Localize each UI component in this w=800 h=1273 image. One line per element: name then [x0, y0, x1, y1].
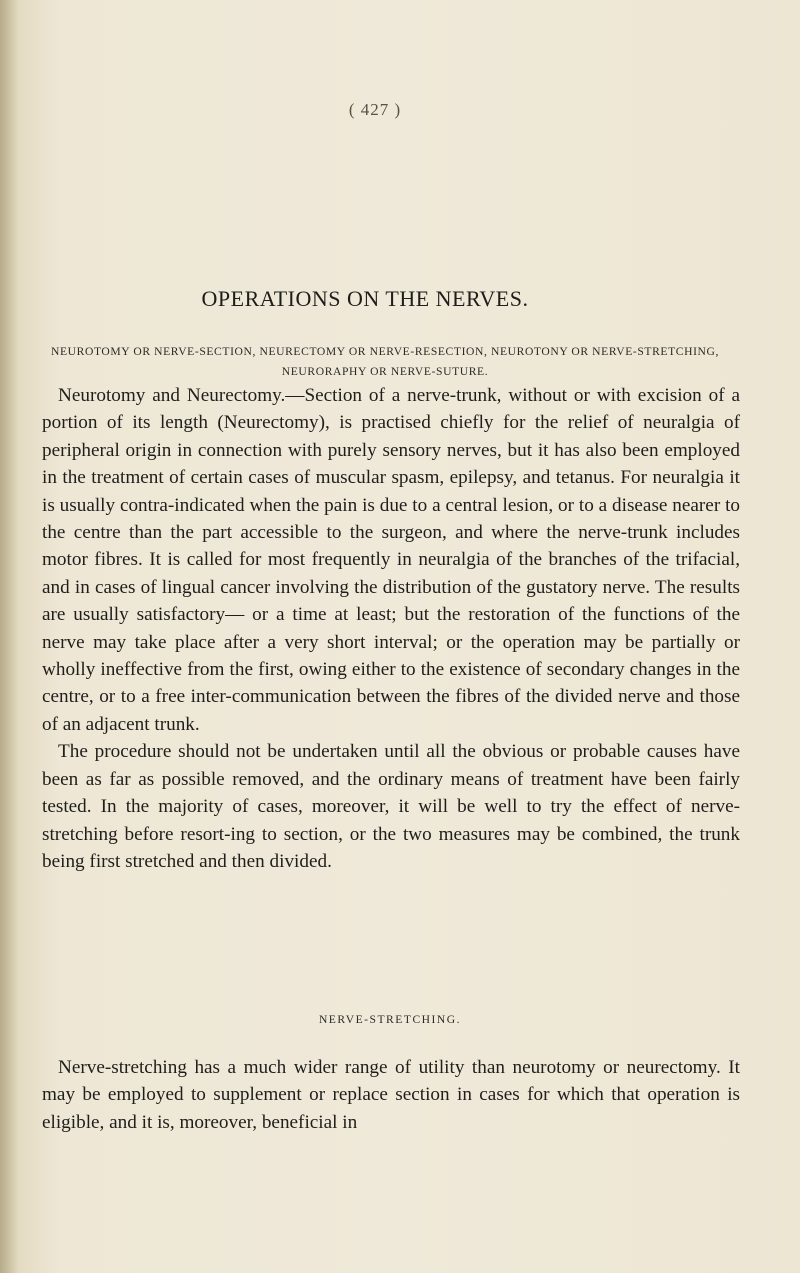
section-heading: NERVE-STRETCHING. — [318, 1013, 462, 1026]
body-text-block — [42, 1054, 740, 1136]
chapter-subtitle: NEUROTOMY OR NERVE-SECTION, NEURECTOMY OR NERVE-RESECTION, NEUROTONY OR NERVE-STRETCHING, NEURORAPHY OR NERVE-SUTURE. — [51, 345, 719, 378]
chapter-title: OPERATIONS ON THE NERVES. — [201, 286, 529, 311]
paragraph: The procedure should not be undertaken until all the obvious or probable causes have been as far as possible removed, and the ordinary means of treatment have been fairly tested. In the majority of cases, moreover, it will be well to try the effect of nerve-stretching before resort-ing to section, or the two measures may be combined, the trunk being first stretched and then divided. — [42, 741, 740, 872]
body-text-block — [42, 382, 740, 875]
binding-shadow — [0, 0, 18, 1273]
paragraph: Neurotomy and Neurectomy.—Section of a nerve-trunk, without or with excision of a portion of its length (Neurectomy), is practised chiefly for the relief of neuralgia of peripheral origin in connection with purely sensory nerves, but it has also been employed in the treatment of certain cases of muscular spasm, epilepsy, and tetanus. For neuralgia it is usually contra-indicated when the pain is due to a central lesion, or to a disease nearer to the centre than the part accessible to the surgeon, and where the nerve-trunk includes motor fibres. It is called for most frequently in neuralgia of the branches of the trifacial, and in cases of lingual cancer involving the distribution of the gustatory nerve. The results are usually satisfactory— or a time at least; but the restoration of the functions of the nerve may take place after a very short interval; or the operation may be partially or wholly ineffective from the first, owing either to the existence of secondary changes in the centre, or to a free inter-communication between the fibres of the divided nerve and those of an adjacent trunk. — [42, 385, 740, 735]
paragraph: Nerve-stretching has a much wider range of utility than neurotomy or neurectomy. It may be employed to supplement or replace section in cases for which that operation is eligible, and it is, moreover, beneficial in — [42, 1057, 740, 1133]
page-number: ( 427 ) — [348, 100, 402, 119]
